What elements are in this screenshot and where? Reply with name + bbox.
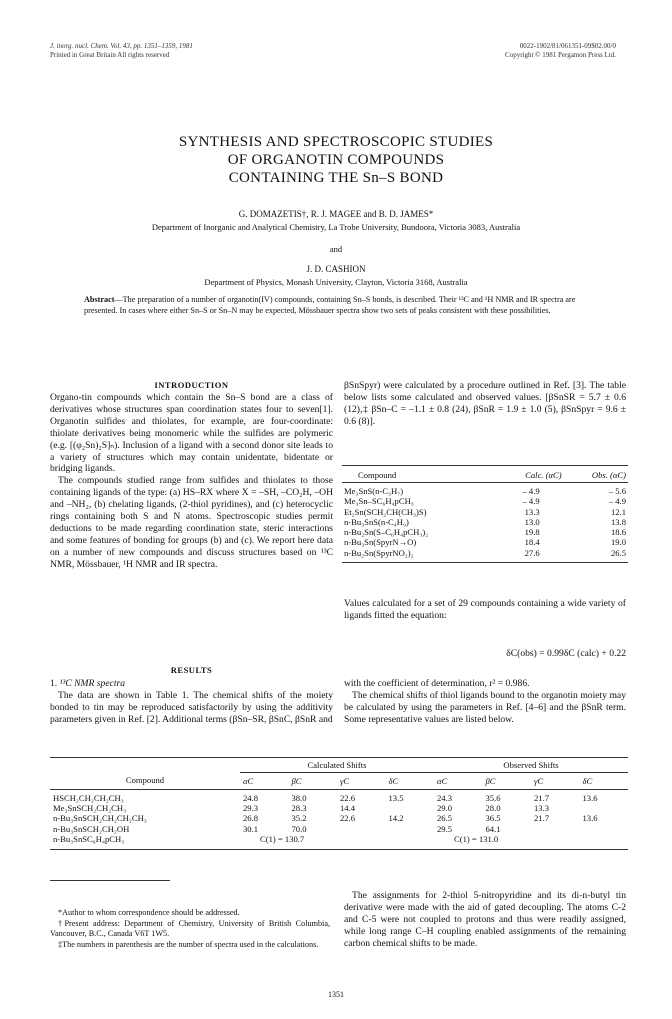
table-cell: 18.4 (524, 537, 540, 548)
table-cell: 14.2 (388, 813, 404, 824)
table-cell: C(1) = 131.0 (454, 834, 499, 845)
table2-header: Compound (125, 775, 165, 786)
table-cell (580, 824, 629, 834)
table1-top-rule (342, 465, 628, 466)
paper-title (0, 133, 672, 187)
table-cell: 24.8 (243, 792, 259, 803)
table-cell: 35.2 (291, 813, 307, 824)
table-cell (580, 803, 629, 813)
copyright-line: Copyright © 1981 Pergamon Press Ltd. (505, 51, 616, 59)
calculated-group-header: Calculated Shifts (240, 759, 434, 773)
nmr-subheading (50, 678, 125, 690)
article-code: 0022-1902/81/061351-09$02.00/0 (519, 42, 616, 50)
table1-header: Calc. (αC) (525, 469, 562, 480)
table-cell: n-Bu₃SnSCH₂CH₂CH₂CH₃ (53, 813, 147, 824)
intro-paragraph-2: The compounds studied range from sulfides and thiolates to those containing ligands of the type: (a) HS–RX where X = –SH, –CO₂H, –OH and –NH₂, (b) chelating ligands, (2-thiol pyridines), and (c) heterocyclic rings containing both S and N atoms. Spectroscopic studies permit deductions to be made regarding coordination state, steric interactions and some features of bonding for groups (b) and (c). We report here data on a number of new compounds and discuss structures based on ¹³C NMR, Mössbauer, ¹H NMR and IR spectra. (50, 475, 333, 570)
subheading-text: ¹³C NMR spectra (59, 678, 126, 689)
table-cell: 13.6 (582, 813, 598, 824)
table-cell: – 4.9 (522, 486, 540, 496)
table2-header: δC (582, 775, 593, 786)
affiliation: Department of Inorganic and Analytical Chemistry, La Trobe University, Bundoora, Victoria 3083, Australia (151, 222, 521, 232)
table-cell: n-Bu₃SnSCH₂CH₂OH (53, 823, 130, 834)
table-cell: 12.1 (610, 506, 626, 517)
table-cell: 28.3 (291, 802, 307, 813)
abstract (84, 294, 584, 316)
right-paragraph-3 (344, 678, 626, 726)
table-cell: 30.1 (243, 823, 259, 834)
table-cell: 13.0 (524, 516, 540, 527)
table-cell: 14.4 (340, 802, 356, 813)
introduction-body (50, 392, 333, 571)
title-line: SYNTHESIS AND SPECTROSCOPIC STUDIES (178, 134, 494, 150)
table-cell: Me₃SnSCH₂CH₂CH₃ (53, 802, 127, 813)
table-cell: 29.3 (243, 802, 259, 813)
authors: G. DOMAZETIS†, R. J. MAGEE and B. D. JAMES* (238, 209, 434, 219)
footnote-3: ‡The numbers in parenthesis are the number of spectra used in the calculations. (58, 939, 319, 949)
right-paragraph-5: The assignments for 2-thiol 5-nitropyridine and its di-n-butyl tin derivative were made with the aid of gated decoupling. The atoms C-2 and C-5 were not coupled to protons and thus were readily assigned, while long range C–H coupling enabled assignments of the remaining carbon chemical shifts to be made. (344, 890, 626, 949)
table-row (50, 813, 628, 823)
table2-top-rule (50, 757, 628, 758)
table-cell (386, 824, 435, 834)
table-cell: 19.8 (524, 527, 540, 538)
table-cell: 13.5 (388, 792, 404, 803)
table-row (342, 527, 628, 537)
table2-header: γC (340, 775, 350, 786)
right-paragraph-2: Values calculated for a set of 29 compounds containing a wide variety of ligands fitted the equation: (344, 598, 626, 621)
table-cell: n-Bu₂Sn(SpyrNO₂)₂ (344, 547, 414, 558)
table-row (50, 824, 628, 834)
journal-citation: J. inorg. nucl. Chem. Vol. 43, pp. 1351–1359, 1981 (50, 42, 193, 50)
table-cell: 26.5 (437, 813, 453, 824)
introduction-heading: INTRODUCTION (154, 380, 229, 390)
table2-header: δC (388, 775, 399, 786)
table-cell: 24.3 (437, 792, 453, 803)
table2-header: γC (534, 775, 544, 786)
table-row (50, 793, 628, 803)
table-row (50, 803, 628, 813)
table-row (342, 507, 628, 517)
table-cell: – 5.6 (608, 486, 626, 496)
table-cell: 22.6 (340, 792, 356, 803)
table-row (342, 537, 628, 547)
table-row (342, 496, 628, 506)
table-row (342, 486, 628, 496)
table-cell: 36.5 (485, 813, 501, 824)
page-number: 1351 (328, 990, 344, 999)
subheading-number: 1. (50, 678, 60, 689)
table-cell: n-Bu₃SnSC₆H₄pCH₃ (53, 834, 125, 845)
printed-note: Printed in Great Britain All rights reserved (50, 51, 170, 59)
table-calc-obs (342, 468, 628, 563)
table2-header: αC (437, 775, 448, 786)
table2-group-row (50, 759, 628, 773)
table-cell: – 4.9 (608, 496, 626, 507)
footnotes (50, 908, 330, 950)
table-row (50, 834, 628, 844)
title-line: OF ORGANOTIN COMPOUNDS (227, 152, 445, 168)
table-cell (531, 824, 580, 834)
results-paragraph: The data are shown in Table 1. The chemical shifts of the moiety bonded to tin may be reproduced satisfactorily by using the additivity parameters given in Ref. [2]. Additional terms (βSn–SR, βSnC, βSnR and (50, 690, 333, 725)
table-cell: 70.0 (291, 823, 307, 834)
table-cell: n-Bu₃Sn(SpyrN→O) (344, 537, 417, 548)
table-cell: 22.6 (340, 813, 356, 824)
table1-header: Obs. (αC) (591, 469, 626, 480)
table1-header-row (342, 468, 628, 483)
table-cell: 19.0 (610, 537, 626, 548)
table-cell: 28.0 (485, 802, 501, 813)
observed-group-header: Observed Shifts (434, 759, 628, 773)
table-cell: 13.6 (582, 792, 598, 803)
table-cell: 21.7 (534, 813, 550, 824)
thiol-paragraph: The chemical shifts of thiol ligands bound to the organotin moiety may be calculated by using the parameters in Ref. [4–6] and the βSnR term. Some representative values are listed below. (344, 689, 626, 725)
fit-equation: δC(obs) = 0.99δC (calc) + 0.22 (506, 648, 626, 659)
abstract-text: —The preparation of a number of organotin(IV) compounds, containing Sn–S bonds, is described. Their ¹³C and ¹H NMR and IR spectra are presented. In cases where either Sn–S or Sn–N may be expected, Mössbauer spectra show two sets of peaks consistent with these possibilities. (84, 295, 576, 315)
footnote-rule (50, 880, 170, 881)
table-cell (386, 803, 435, 813)
copyright-block (505, 42, 616, 60)
footnote-2: †Present address: Department of Chemistry, University of British Columbia, Vancouver, B.C., Canada V6T 1W5. (50, 918, 330, 939)
table-cell: n-Bu₃SnS(n-C₄H₉) (344, 516, 409, 527)
table-cell: C(1) = 130.7 (260, 834, 305, 845)
right-paragraph-1: βSnSpyr) were calculated by a procedure outlined in Ref. [3]. The table below lists some calculated and observed values. [βSnSR = 5.7 ± 0.6 (12),‡ βSn–C = –1.1 ± 0.8 (24), βSnR = 1.9 ± 1.0 (5), βSnSpyr = 9.6 ± 0.6 (8)]. (344, 380, 626, 427)
table2-header-row (50, 773, 628, 790)
table2-header: βC (291, 775, 302, 786)
table-cell: 64.1 (485, 823, 501, 834)
second-author: J. D. CASHION (306, 264, 366, 274)
table2-header: αC (243, 775, 254, 786)
title-line: CONTAINING THE Sn–S BOND (228, 170, 444, 186)
table-cell: – 4.9 (522, 496, 540, 507)
table-cell: 21.7 (534, 792, 550, 803)
table-row (342, 548, 628, 558)
intro-paragraph-1: Organo-tin compounds which contain the Sn–S bond are a class of derivatives whose structures span coordination states four to seven[1]. Organotin sulfides and thiolates, for example, are four-coordinate: thiolate derivatives being monomeric while the sulfides are polymeric (e.g. [(φ₂Sn)₂S]ₙ). Inclusion of a ligand with a second donor site leads to a variety of structures which may contain unidentate, bidentate or bridging ligands. (50, 392, 333, 475)
table-cell: Me₃SnS(n-C₃H₇) (344, 486, 404, 496)
results-heading: RESULTS (170, 665, 213, 675)
and-separator: and (329, 244, 343, 254)
table-cell: 27.6 (524, 547, 540, 558)
table-cell (337, 824, 386, 834)
table2-header: βC (485, 775, 496, 786)
table-cell: HSCH₂CH₂CH₂CH₃ (53, 792, 124, 803)
table-cell: 26.8 (243, 813, 259, 824)
table-cell: Me₃Sn–SC₆H₄pCH₃ (344, 496, 414, 507)
table-cell: 18.6 (610, 527, 626, 538)
table-cell: 13.3 (524, 506, 540, 517)
table-cell: 35.6 (485, 792, 501, 803)
table-cell: 29.5 (437, 823, 453, 834)
determination-line: with the coefficient of determination, r² = 0.986. (344, 678, 530, 689)
table-shifts (50, 759, 628, 850)
table-cell: 29.0 (437, 802, 453, 813)
abstract-label: Abstract (84, 295, 115, 304)
table-cell: 26.5 (610, 547, 626, 558)
table1-header: Compound (358, 469, 397, 480)
table-cell: 13.3 (534, 802, 550, 813)
second-affiliation: Department of Physics, Monash University, Clayton, Victoria 3168, Australia (204, 277, 468, 287)
table-row (342, 517, 628, 527)
table-cell: 38.0 (291, 792, 307, 803)
table-cell: Et₂Sn(SCH₂CH(CH₃)S) (344, 506, 427, 517)
table-cell: 13.8 (610, 516, 626, 527)
footnote-1: *Author to whom correspondence should be addressed. (58, 908, 240, 917)
table-cell: n-Bu₂Sn(S–C₆H₄pCH₃)₂ (344, 527, 429, 538)
